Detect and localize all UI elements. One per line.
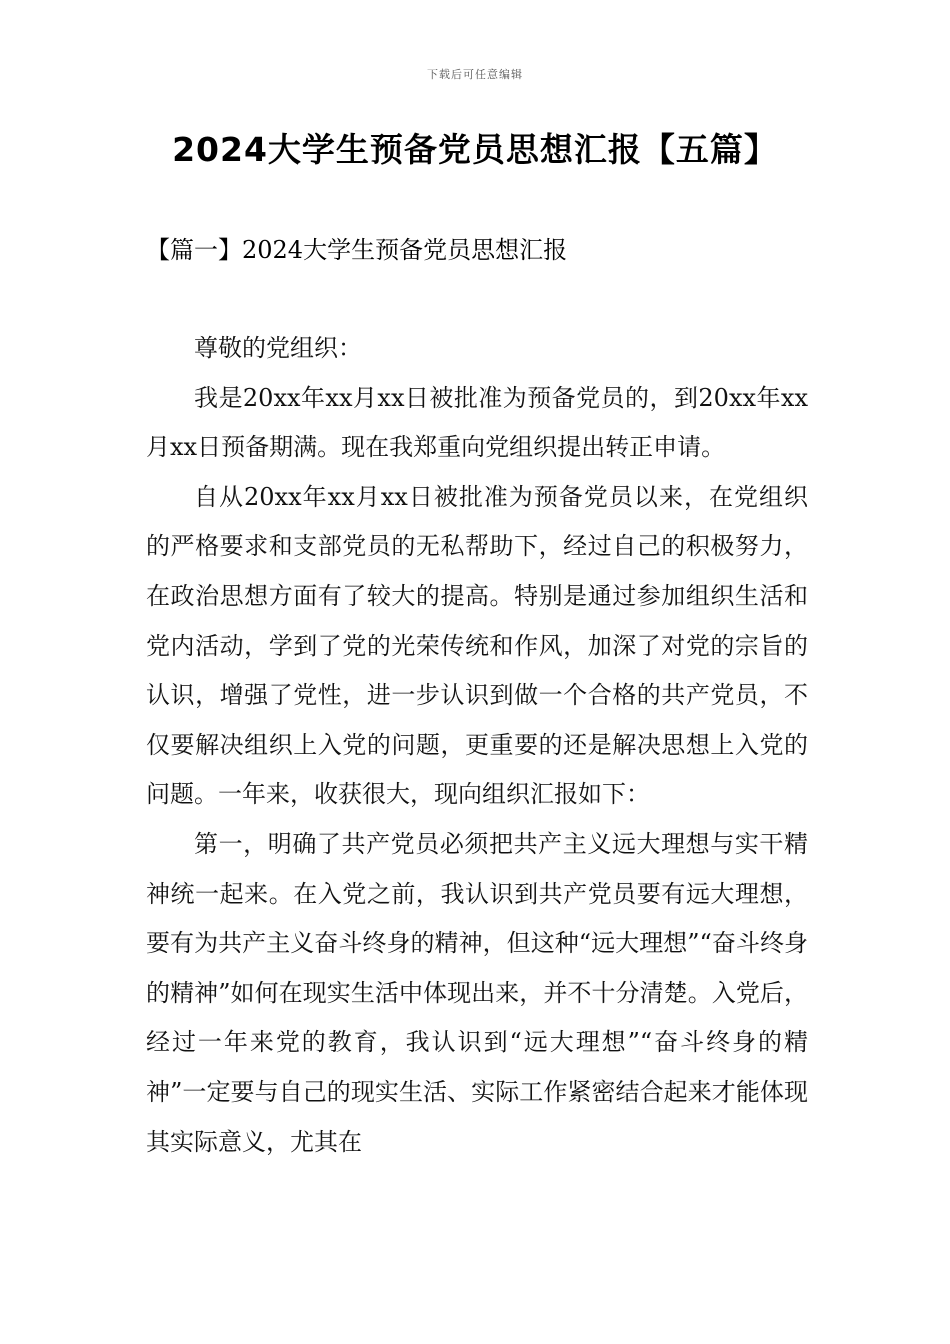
section-heading: 【篇一】2024大学生预备党员思想汇报 xyxy=(146,236,568,264)
paragraph-progress: 自从20xx年xx月xx日被批准为预备党员以来，在党组织的严格要求和支部党员的无私帮助下，经过自己的积极努力，在政治思想方面有了较大的提高。特别是通过参加组织生活和党内活动，学到了党的光荣传统和作风，加深了对党的宗旨的认识，增强了党性，进一步认识到做一个合格的共产党员，不仅要解决组织上入党的问题，更重要的还是解决思想上入党的问题。一年来，收获很大，现向组织汇报如下： xyxy=(146,482,808,809)
paragraph-point-one: 第一，明确了共产党员必须把共产主义远大理想与实干精神统一起来。在入党之前，我认识到共产党员要有远大理想，要有为共产主义奋斗终身的精神，但这种“远大理想”“奋斗终身的精神”如何在现实生活中体现出来，并不十分清楚。入党后，经过一年来党的教育，我认识到“远大理想”“奋斗终身的精神”一定要与自己的现实生活、实际工作紧密结合起来才能体现其实际意义，尤其在 xyxy=(146,829,808,1156)
paragraph-salutation: 尊敬的党组织： xyxy=(194,334,362,362)
document-title: 2024大学生预备党员思想汇报【五篇】 xyxy=(172,130,778,169)
header-note: 下载后可任意编辑 xyxy=(427,68,523,81)
paragraph-application: 我是20xx年xx月xx日被批准为预备党员的，到20xx年xx月xx日预备期满。现在我郑重向党组织提出转正申请。 xyxy=(146,383,808,462)
document-body xyxy=(146,324,808,1167)
